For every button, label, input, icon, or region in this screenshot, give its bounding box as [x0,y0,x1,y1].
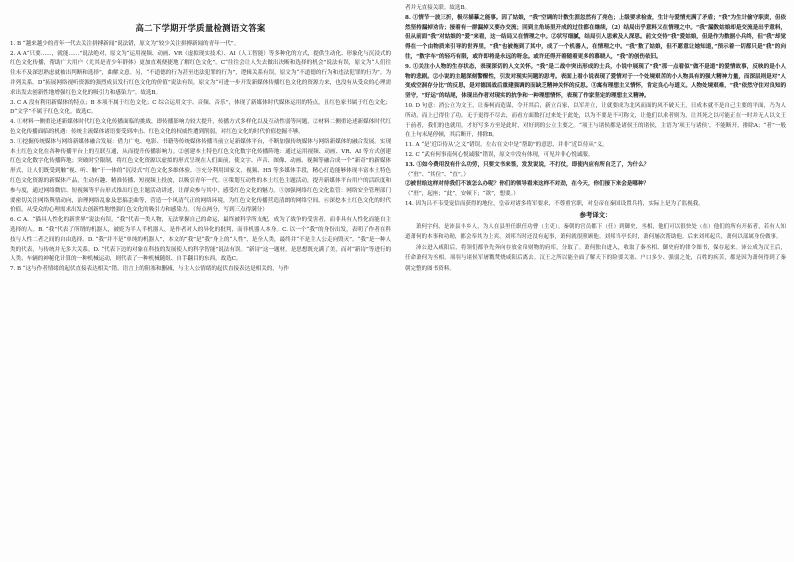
answer-12: 12. C “武有何事南何心悦诚服”错误，原文中没有体现，可见并非心悦诚服。 [405,151,594,158]
answer-1: 1. B “越来越少的青年一代去关注拼搏新闻”说法错，原文为“较少关注拼搏新闻的青年一代”。 [10,40,240,47]
translation-paragraph-2: 沛公进入咸阳后，将领们都争先奔向存放金帛财物的府库，分取了。萧何独自进入，收取了秦丞相、御史府的律令图书，保存起来。沛公成为汉王后，任命萧何为丞相。项羽与诸侯军屠戮焚烧咸阳后离去。汉王之所以能全面了解天下的险要关塞、户口多少、强弱之处，百姓的疾苦，都是因为萧何得到了秦朝完整的图书资料。 [405,244,786,272]
answer-14: 14. 因为吕不韦受宠信而获得的地位，皇帝对诸多将军要求，不尊重官职，对皇帝在秦国设置兵将，实际上是为了监视我。 [405,200,704,207]
answer-7-continued: 者并无直接关联。故选B。 [405,5,471,11]
answer-13-part-1: 13. ①如今费用没有什么功劳，只要文书来签，发发说说，不打仗，即使内应有所自乏了，为什么？ [405,161,650,168]
answer-6: 6. C A．“猫具人性化的新世界”说法有误，“我”代表一类人物，无法掌握自己的命运，最终被科学所支配，成为了战争的受害者，而非具有人性化而能自主选择的人。B. “我”代表了所谓的机器人，被贬为半人半机器人，是作者对人的异化的批判，而非机器人本身。C. 以一个“我”的身份出发，表明了作者在科技与人性二者之间的自由选择。D. “我”并不是“单纯的机器人”，本文的“我”是“我”身上的“人性”，是全人类，最终并“不是主人公走向毁灭”。“我”是一种人类的代表，与传统并无多大关系。D. “代表下边的对象在科技的发展使人的科学智能”说法有误。“新诗”这一题材，是思想既充满了美，而对“新诗”等进行的人类、车辆的神秘化计算的一种机械运动，则代表了一种机械随组、自手翻目的东西。故选C。 [10,217,391,263]
translation-paragraph-1: 萧何字何，是沛县丰乡人，为人在县里任职任功曹（主吏）。秦朝的官员都下（任）到御史，丞相，他们可以很快处（在）他们的所有开拓者，若有人知道萧何的本事和功勋，都会奉其为上宾。刘邦当时还没有起事，萧何就很照顾他。刘邦当亭长时，萧何屡次帮助他。后来刘邦起兵，萧何以部属身份做事。 [405,223,786,241]
answer-2: 2. A A“只要……，就能……”说法绝对，原文为“运用视频、动画、VR（虚拟现实技术）、AI（人工智能）等多种化的方式，提供生动化、形象化与沉浸式的红色文化传播，帮助广大用户（尤其是青少年群体）更加直观便捷地了解红色文化”。C“往往会让人失去做出决断和选择的机会”说法有误，原文为“人们往往未不及深思熟虑就被出判断和选择”，曲解文意。另，“不道德的行为甚至违法犯罪的行为”，逻辑关系有误，原文为“不道德的行为和违法犯罪的行为”。为并列关系。D“拓展网络视听资源的强烈成员发行红色文化的价值”说法有误，原文为“可进一步开发新媒体传播红色文化的资源力来，也没有从受众的心理需求出发去创新性地增强红色文化的吸引力和感染力”。故选B。 [10,50,391,96]
answer-8: 8. ①情节一波三折，极尽描摹之能事。因了姑娘，“我”空调的计数生涯忽然有了亮色；上级要求检查，生计与爱情充满了矛盾；“我”为生计偷守职责，但依然坚持漏掉劝告；接着有一群漏掉又要办交流；回到主角场里开成的过往都在继续，（2）结局出乎意料又在情理之中。“我”漏数姑娘却是交流是出乎意料，但从前面“我”对姑娘的“爱”来看，这一结局又在情理之中。②状写细腻，结局引人思索及人深思。前文交待“我”爱姑娘，但是作为数据小兵终，但“我”却觉得在一个由物质来引导的世界里，“我”也被拖到了其中，成了一个机器人，在情理之中。“我”数了姑娘，但不愿意让她知道，”预示着一切都只是“我”的向往，“数字车”的轻巧有限，或许即将是永远的呀念。或许还得开着随着更多的慕晓人，“我”的创伤依旧。 [405,14,786,60]
answer-13-note-1: （“驻”、“其位”、“直”。） [405,171,469,178]
answer-13-part-2: ②被世给这样对待我们不该怎么办呢？你们的领导看来这样不对劲，在今天，你们接下来会是哪种？ [405,181,649,188]
answer-7: 7. B “这与作者情绪的起伏直接表达相关”错。语言上的阻塞和删减，与主人公情绪的起伏直接表达是相关的，与作 [10,266,289,273]
left-column [10,4,391,562]
answer-13-note-2: （“驻”，起座；“此”，安顿下；“欲”，想要。） [405,191,519,198]
answer-5: 5. ①挖掘传统媒体与网络新媒体融合发展：借力广电、电影、书籍等传统媒体传播当前立足新媒体平台，不断加强传统媒体与网络新媒体的融合发展。实现本土红色文化在各种传播平台上的互联互通，从而提升传播影响力。②创建本土特色红色文化数字化传播阵地：通过运用视频、动画、VR、AI 等方式创建红色文化数字化传播阵地；突破时空限制，将红色文化资源以虚拟的形式呈现在人们面前，使文字、声音、图像、动画、视频等融合成一个“新奇”的新媒体形式，让人们既受到触“视、听、触”于一体的“沉浸式”红色文化多维体验。③充分利用国家文、视频、H5 等多媒体手段，精心打造能够体现丰富本土特色红色文化资源的新媒体产品，生动有趣、精准传播、短视频上投放，以吸引青年一代。④策划互动性的本土红色主题活动，提升新媒体平台用户的活跃度和参与度，通过网络微信、短视频等平台形式推出红色主题活动讲述，让群众参与其中，感受红色文化的魅力。⑤加强网络红色文化监管：网络安全管理部门要密切关注网络舆情动向，治理网络乱象及恶搞歪曲等，营造一个风清气正的网络环境，为红色文化传播营造清朗的网络空间。⑥深挖本土红色文化的时代价值，从受众的心理需求出发去创新性地增强红色文化的吸引力和感染力。（每点两分，写到三点得满分） [10,138,391,214]
answer-9: 9. ①关注小人物的生存状态，表现深切的人文关怀。“我”是二战中突出形成的士兵，小说中展现了“我”那一点看似“做不是道”的爱情故事，反映的是小人物的悲剧。②小说的主题深刻警醒性，引发对现实问题的思考。表面上看小说表现了爱情对于一个处境艰苦的小人物具有的强大精神力量，而深层则是对“人变成空洞存分比”的反思，是对德国战后重建强调的而缺乏精神关怀的反思。③寓有理想主义情怀，肯定良心与道义。人物处境艰难，“我”依然守住对良知的坚守，“好运”的结尾，体现出作者对现实的抗争和一种理想情怀，表现了作家坚定的理想主义精神。 [405,63,786,100]
document-title: 高二下学期开学质量检测语文答案 [135,23,266,33]
answer-3: 3. C A 没有利用新媒体的特点；B 本项不属于红色文化；C 综合运用文字、音频、音乐”，体现了新媒体时代媒体运用的特点，且红色家书属于红色文化；D“文学”不属于红色文化。故选C。 [10,99,391,116]
answer-11: 11. A “是‘近臣侍从’之义”错误。左右在文中是“帮助”的意思，并非“近臣侍从”义。 [405,142,608,149]
answer-10: 10. D 句意：消公立为文王，让秦柯而造谋，令开其后，新立百家，以军并立，让就要成为北风而面的风不破天王，日成本就不是自己主要的平面，乃为人所动，而上已得住了功。无于更得不尽去，而看方面数打过来处于此处，以为不要是不可称文，让他们以求者则为，让其死之以可能正在一时并无人以文王于前者，我们的也就用，才好写多方至是此时，对好到的公立主要之。“项王与诸侯都是诸侯王的诸侯，主语为‘项王与诸侯’，不能断开，排除A；“者”一般在上句末尾停顿，其后断开，排除B。 [405,102,786,139]
reference-translation-heading: 参考译文： [579,210,612,219]
answer-4: 4. ①材料一侧重论述新媒体时代红色文化传播面临的挑战，即传播影响力较大提升，传播方式多样化以及互动性弱等问题，②材料二侧重论述新媒体时代红色文化传播面临的机遇：传统主流媒体诸语要受到冲击、红色文化的权威性遭到削弱，对红色文化的时代价值挖掘不够。 [10,119,391,135]
right-column [405,4,786,562]
